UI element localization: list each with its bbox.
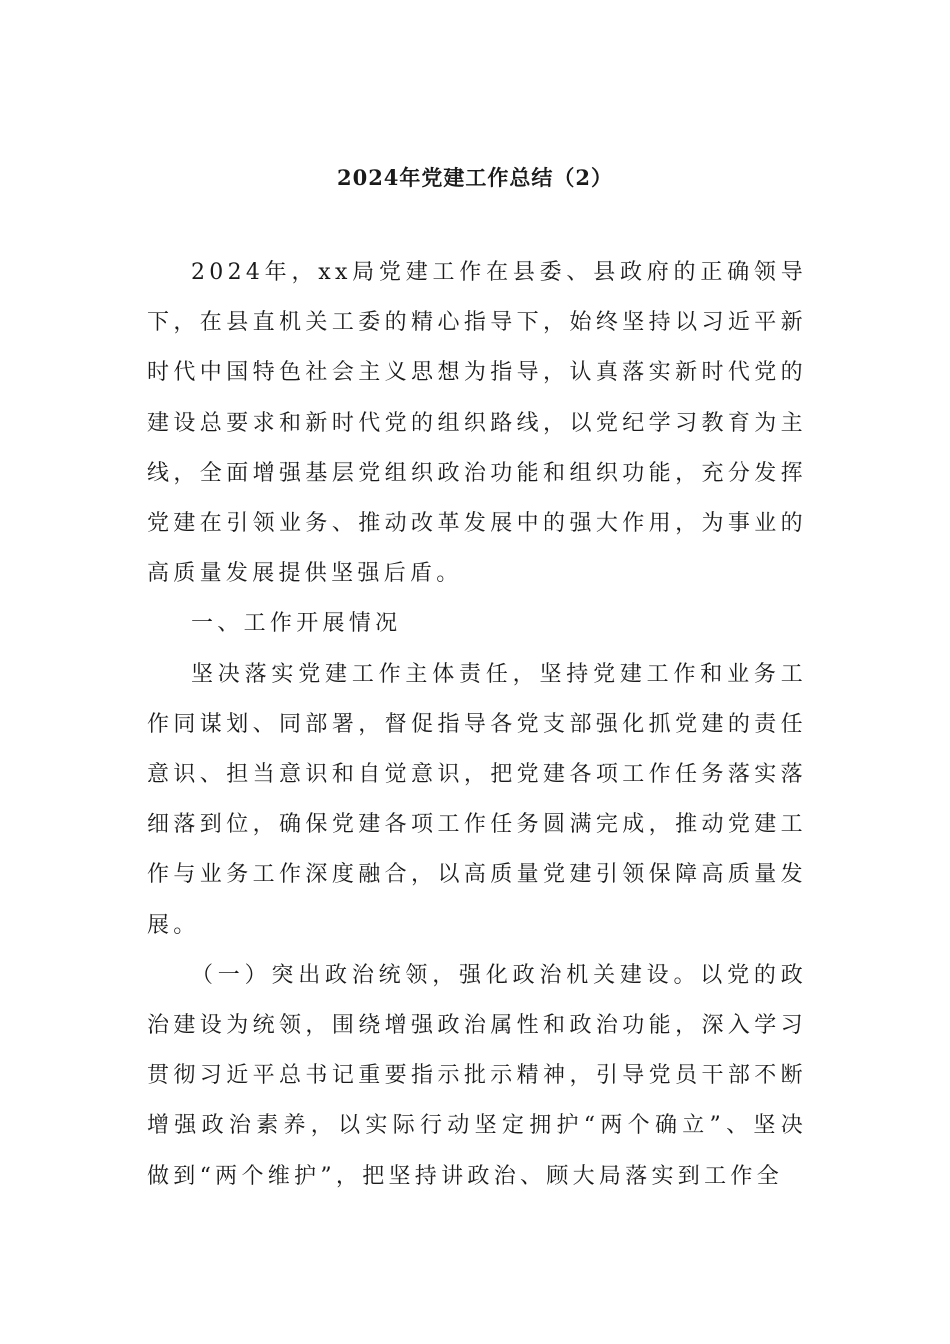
paragraph-intro: 2024年，xx局党建工作在县委、县政府的正确领导下，在县直机关工委的精心指导下，始终坚持以习近平新时代中国特色社会主义思想为指导，认真落实新时代党的建设总要求和新时代党的组织路线，以党纪学习教育为主线，全面增强基层党组织政治功能和组织功能，充分发挥党建在引领业务、推动改革发展中的强大作用，为事业的高质量发展提供坚强后盾。 <box>147 260 807 587</box>
section-heading: 一、工作开展情况 <box>191 611 402 637</box>
paragraph-subsection-one: （一）突出政治统领，强化政治机关建设。以党的政治建设为统领，围绕增强政治属性和政治功能，深入学习贯彻习近平总书记重要指示批示精神，引导党员干部不断增强政治素养，以实际行动坚定拥护“两个确立”、坚决做到“两个维护”，把坚持讲政治、顾大局落实到工作全 <box>147 962 807 1189</box>
document-title: 2024年党建工作总结（2） <box>336 165 614 190</box>
paragraph-section-one: 坚决落实党建工作主体责任，坚持党建工作和业务工作同谋划、同部署，督促指导各党支部强化抓党建的责任意识、担当意识和自觉意识，把党建各项工作任务落实落细落到位，确保党建各项工作任务圆满完成，推动党建工作与业务工作深度融合，以高质量党建引领保障高质量发展。 <box>147 661 807 938</box>
document-body <box>147 248 807 1202</box>
